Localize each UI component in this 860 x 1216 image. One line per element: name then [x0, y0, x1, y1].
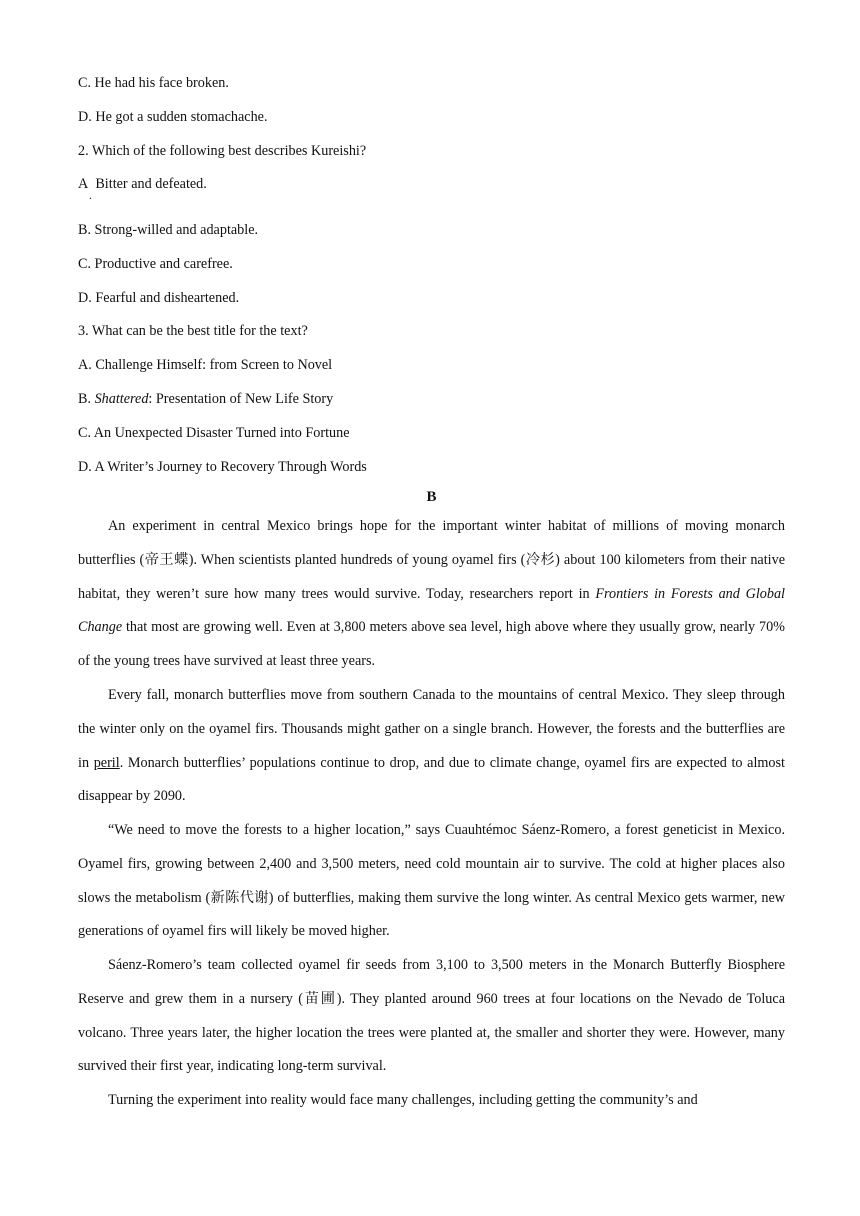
q2-stem: 2. Which of the following best describes Kureishi? [78, 143, 367, 159]
q2-option-a-letter: A [78, 176, 89, 192]
p2-text-2: . Monarch butterflies’ populations continue to drop, and due to climate change, oyamel firs are expected to almost disappear by 2090. [78, 754, 785, 805]
p2-underlined-word: peril [93, 754, 120, 771]
passage-paragraph-4: Sáenz-Romero’s team collected oyamel fir seeds from 3,100 to 3,500 meters in the Monarch Butterfly Biosphere Reserve and grew them in a nursery (苗圃). They planted around 960 trees at four locations on the Nevado de Toluca volcano. Three years later, the higher location the trees were planted at, the smaller and shorter they were. However, many survived their first year, indicating long-term survival. [78, 957, 785, 1075]
passage-paragraph-1 [78, 510, 785, 679]
q3-option-d: D. A Writer’s Journey to Recovery Through Words [78, 459, 367, 475]
passage-paragraph-3: “We need to move the forests to a higher location,” says Cuauhtémoc Sáenz-Romero, a forest geneticist in Mexico. Oyamel firs, growing between 2,400 and 3,500 meters, need cold mountain air to survive. The cold at higher places also slows the metabolism (新陈代谢) of butterflies, making them survive the long winter. As central Mexico gets warmer, new generations of oyamel firs will likely be moved higher. [78, 822, 785, 940]
q3-option-a: A. Challenge Himself: from Screen to Novel [78, 357, 333, 373]
q2-option-a [78, 175, 207, 193]
passage-paragraph-2 [78, 679, 785, 814]
q3-option-b-rest: : Presentation of New Life Story [148, 391, 334, 407]
p1-text-2: that most are growing well. Even at 3,800 meters above sea level, high above where they usually grow, nearly 70% of the young trees have survived at least three years. [78, 619, 785, 670]
q3-option-b-italic: Shattered [94, 391, 149, 407]
q3-option-c: C. An Unexpected Disaster Turned into Fortune [78, 425, 350, 441]
p2-text-1: Every fall, monarch butterflies move from southern Canada to the mountains of central Mexico. They sleep through the winter only on the oyamel firs. Thousands might gather on a single branch. However, the forests and the butterflies are in [78, 687, 785, 771]
p1-text-1: An experiment in central Mexico brings hope for the important winter habitat of millions of moving monarch butterflies (帝王蝶). When scientists planted hundreds of young oyamel firs (冷杉) about 100 kilometers from their native habitat, they weren’t sure how many trees would survive. Today, researchers report in [78, 518, 785, 602]
q2-option-b: B. Strong-willed and adaptable. [78, 222, 259, 238]
section-b-heading: B [426, 489, 437, 505]
q2-option-d: D. Fearful and disheartened. [78, 290, 240, 306]
q2-option-a-dot: . [89, 188, 92, 202]
p1-journal-title: Frontiers in Forests and Global Change [78, 585, 785, 636]
q2-option-c: C. Productive and carefree. [78, 256, 233, 272]
q2-option-a-text: Bitter and defeated. [95, 176, 207, 192]
q1-option-d: D. He got a sudden stomachache. [78, 109, 268, 125]
q3-option-b-prefix: B. [78, 391, 95, 407]
q3-stem: 3. What can be the best title for the text? [78, 323, 308, 339]
q3-option-b [78, 390, 333, 408]
q1-option-c: C. He had his face broken. [78, 75, 229, 91]
passage-paragraph-5: Turning the experiment into reality would face many challenges, including getting the community’s and [108, 1092, 698, 1108]
